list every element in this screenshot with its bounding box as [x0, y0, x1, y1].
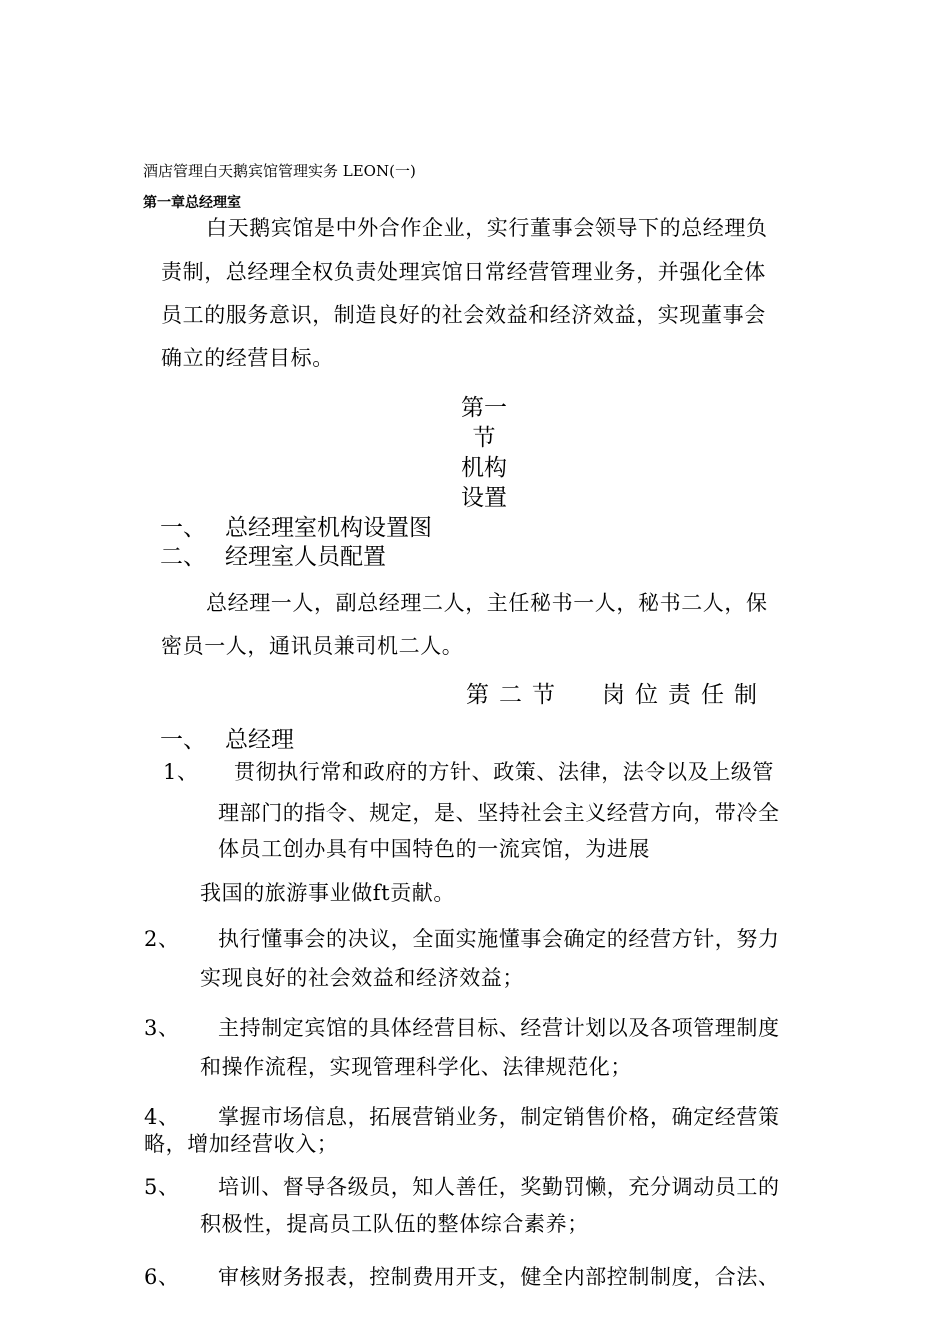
duty-1-line-4: 我国的旅游事业做ft贡献。	[200, 881, 456, 905]
section1-title-line-2: 节	[472, 425, 496, 451]
duty-4-number: 4、	[144, 1105, 180, 1129]
gm-heading-number: 一、	[160, 727, 206, 753]
duty-1-line-1: 贯彻执行常和政府的方针、政策、法律，法令以及上级管	[234, 760, 774, 784]
document-header: 酒店管理白天鹅宾馆管理实务 LEON(一)	[143, 162, 416, 180]
item1-text: 总经理室机构设置图	[225, 515, 432, 541]
section2-name: 岗位责任制	[602, 682, 767, 708]
duty-3-line-2: 和操作流程，实现管理科学化、法律规范化；	[200, 1055, 632, 1079]
duty-4-line-1: 掌握市场信息，拓展营销业务，制定销售价格，确定经营策	[218, 1105, 780, 1129]
duty-4-line-2: 略，增加经营收入；	[144, 1132, 339, 1156]
intro-line-2: 责制，总经理全权负责处理宾馆日常经营管理业务，并强化全体	[161, 260, 766, 284]
intro-line-4: 确立的经营目标。	[161, 346, 334, 370]
chapter-title: 第一章总经理室	[143, 195, 241, 211]
intro-line-1: 白天鹅宾馆是中外合作企业，实行董事会领导下的总经理负	[206, 216, 768, 240]
staffing-line-1: 总经理一人，副总经理二人，主任秘书一人，秘书二人，保	[206, 591, 768, 615]
duty-2-line-2: 实现良好的社会效益和经济效益；	[200, 966, 524, 990]
duty-1-line-3: 体员工创办具有中国特色的一流宾馆，为进展	[218, 837, 650, 861]
staffing-line-2: 密员一人，通讯员兼司机二人。	[161, 634, 464, 658]
duty-6-line-1: 审核财务报表，控制费用开支，健全内部控制制度，合法、	[218, 1265, 780, 1289]
item2-number: 二、	[160, 544, 206, 570]
section2-number: 第二节	[466, 682, 565, 708]
duty-2-line-1: 执行懂事会的决议，全面实施懂事会确定的经营方针，努力	[218, 927, 780, 951]
section1-title-line-1: 第一	[461, 395, 507, 421]
gm-heading-text: 总经理	[225, 727, 294, 753]
duty-5-line-2: 积极性，提高员工队伍的整体综合素养；	[200, 1212, 589, 1236]
duty-6-number: 6、	[144, 1265, 180, 1289]
duty-1-number: 1、	[163, 760, 199, 784]
intro-line-3: 员工的服务意识，制造良好的社会效益和经济效益，实现董事会	[161, 303, 766, 327]
duty-3-number: 3、	[144, 1016, 180, 1040]
duty-2-number: 2、	[144, 927, 180, 951]
duty-1-line-2: 理部门的指令、规定，是、坚持社会主义经营方向，带冷全	[218, 801, 780, 825]
duty-3-line-1: 主持制定宾馆的具体经营目标、经营计划以及各项管理制度	[218, 1016, 780, 1040]
section1-title-line-3: 机构	[461, 455, 507, 481]
duty-5-line-1: 培训、督导各级员，知人善任，奖勤罚懒，充分调动员工的	[218, 1175, 780, 1199]
duty-5-number: 5、	[144, 1175, 180, 1199]
section1-title-line-4: 设置	[461, 485, 507, 511]
item2-text: 经理室人员配置	[225, 544, 386, 570]
item1-number: 一、	[160, 515, 206, 541]
